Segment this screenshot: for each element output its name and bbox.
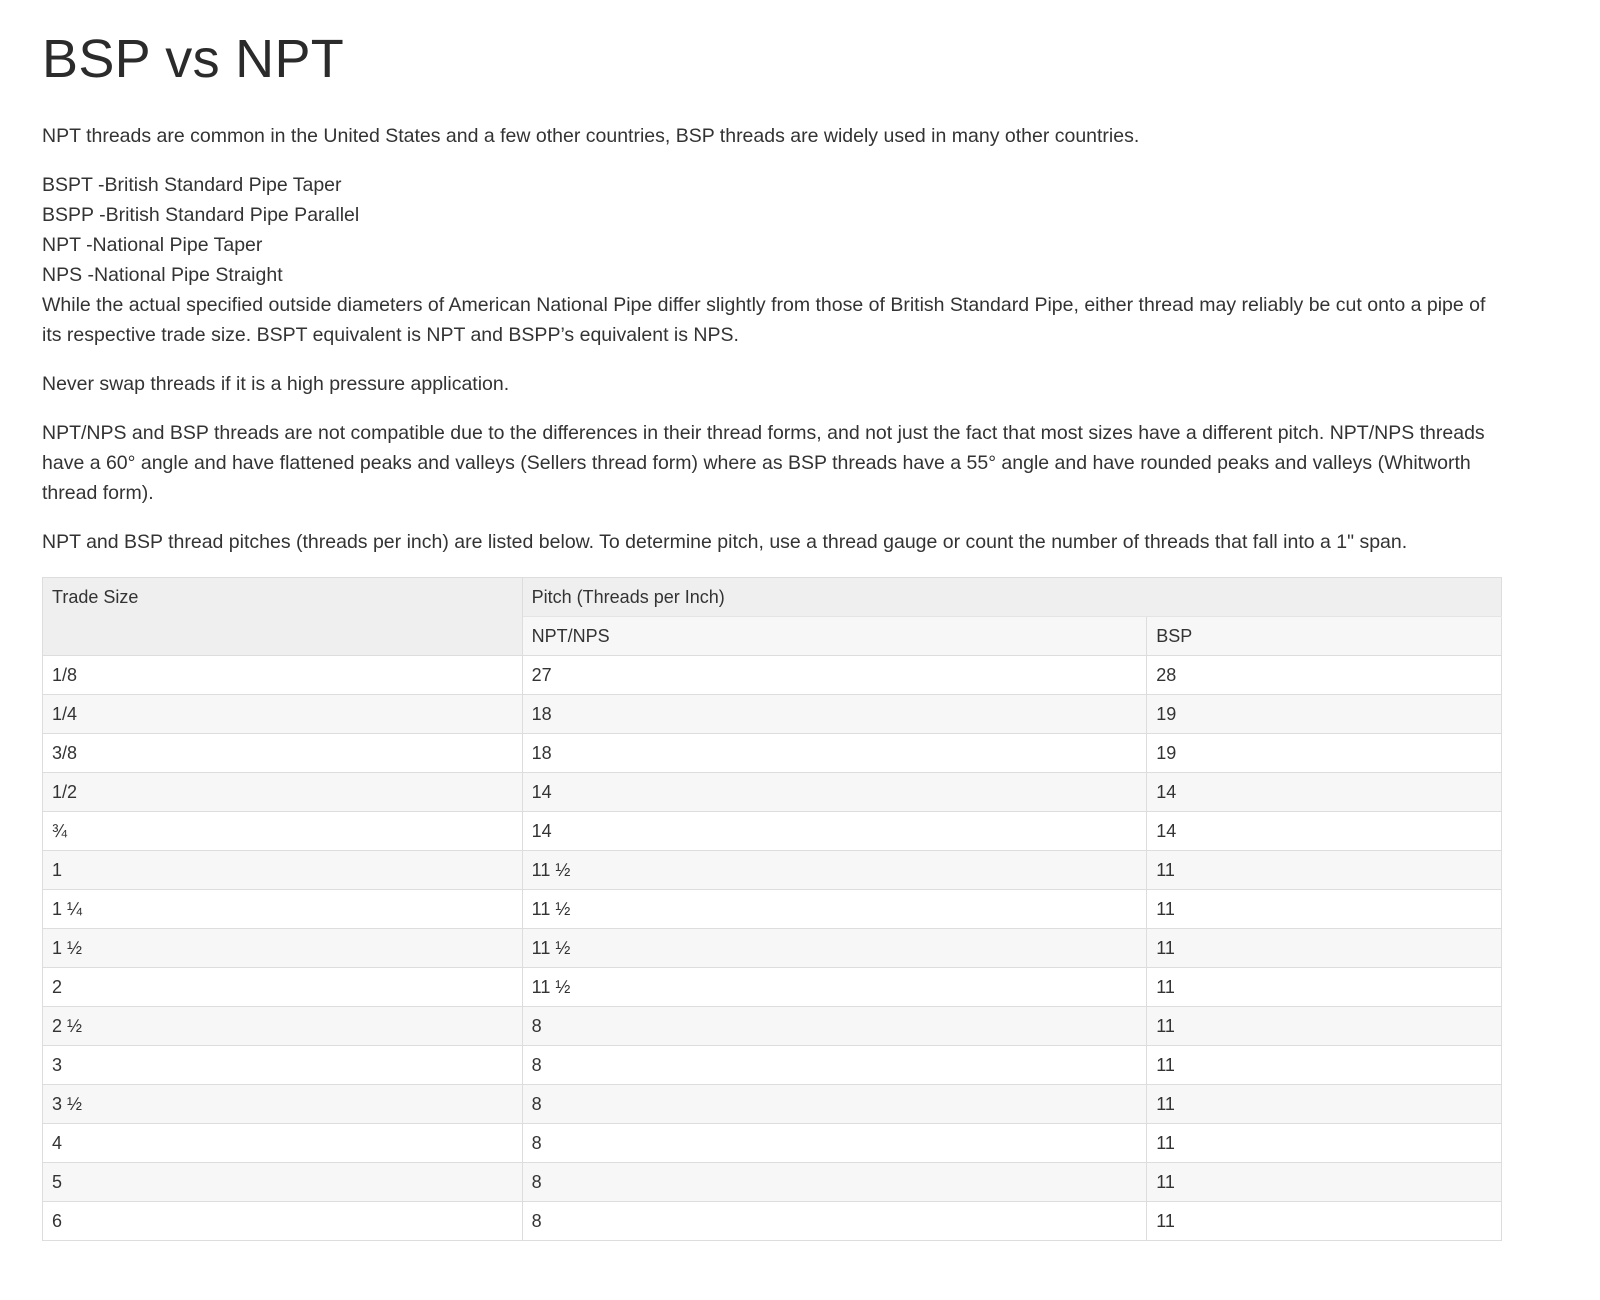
table-row	[43, 1085, 1502, 1124]
trade-size-cell: 6	[43, 1202, 523, 1241]
npt-pitch-cell: 8	[522, 1007, 1147, 1046]
trade-size-cell: 2 ½	[43, 1007, 523, 1046]
bsp-pitch-cell: 11	[1147, 851, 1502, 890]
trade-size-cell: ¾	[43, 812, 523, 851]
npt-pitch-cell: 18	[522, 734, 1147, 773]
trade-size-cell: 2	[43, 968, 523, 1007]
trade-size-cell: 1 ½	[43, 929, 523, 968]
npt-pitch-cell: 8	[522, 1046, 1147, 1085]
trade-size-cell: 4	[43, 1124, 523, 1163]
bsp-pitch-cell: 19	[1147, 695, 1502, 734]
diameter-note: While the actual specified outside diameters of American National Pipe differ slightly from those of British Standard Pipe, either thread may reliably be cut onto a pipe of its respective trade size. BSPT equivalent is NPT and BSPP’s equivalent is NPS.	[42, 294, 1486, 346]
npt-pitch-cell: 14	[522, 773, 1147, 812]
header-pitch: Pitch (Threads per Inch)	[522, 578, 1501, 617]
definition-npt: NPT -National Pipe Taper	[42, 234, 263, 256]
trade-size-cell: 1	[43, 851, 523, 890]
npt-pitch-cell: 11 ½	[522, 890, 1147, 929]
bsp-pitch-cell: 11	[1147, 968, 1502, 1007]
bsp-pitch-cell: 11	[1147, 1163, 1502, 1202]
npt-pitch-cell: 27	[522, 656, 1147, 695]
table-header-row	[43, 578, 1502, 617]
table-row	[43, 929, 1502, 968]
bsp-pitch-cell: 28	[1147, 656, 1502, 695]
bsp-pitch-cell: 11	[1147, 1124, 1502, 1163]
npt-pitch-cell: 8	[522, 1124, 1147, 1163]
header-npt-nps: NPT/NPS	[522, 617, 1147, 656]
page-title: BSP vs NPT	[42, 29, 345, 89]
bsp-pitch-cell: 14	[1147, 812, 1502, 851]
npt-pitch-cell: 11 ½	[522, 929, 1147, 968]
table-row	[43, 773, 1502, 812]
table-row	[43, 1046, 1502, 1085]
table-row	[43, 1163, 1502, 1202]
npt-pitch-cell: 14	[522, 812, 1147, 851]
npt-pitch-cell: 18	[522, 695, 1147, 734]
table-row	[43, 1202, 1502, 1241]
bsp-pitch-cell: 11	[1147, 1085, 1502, 1124]
header-bsp: BSP	[1147, 617, 1502, 656]
definitions-list	[42, 170, 1502, 350]
npt-pitch-cell: 11 ½	[522, 851, 1147, 890]
definition-bspp: BSPP -British Standard Pipe Parallel	[42, 204, 360, 226]
table-row	[43, 734, 1502, 773]
trade-size-cell: 1/8	[43, 656, 523, 695]
trade-size-cell: 3/8	[43, 734, 523, 773]
table-row	[43, 812, 1502, 851]
trade-size-cell: 5	[43, 1163, 523, 1202]
warning-paragraph: Never swap threads if it is a high pressure application.	[42, 373, 510, 395]
trade-size-cell: 3 ½	[43, 1085, 523, 1124]
table-row	[43, 1007, 1502, 1046]
thread-pitch-table	[42, 577, 1502, 1241]
npt-pitch-cell: 8	[522, 1085, 1147, 1124]
header-trade-size: Trade Size	[43, 578, 523, 656]
npt-pitch-cell: 8	[522, 1202, 1147, 1241]
table-row	[43, 890, 1502, 929]
bsp-pitch-cell: 11	[1147, 929, 1502, 968]
bsp-pitch-cell: 11	[1147, 1046, 1502, 1085]
table-row	[43, 656, 1502, 695]
article	[42, 0, 1502, 1241]
definition-bspt: BSPT -British Standard Pipe Taper	[42, 174, 342, 196]
bsp-pitch-cell: 19	[1147, 734, 1502, 773]
table-row	[43, 1124, 1502, 1163]
definition-nps: NPS -National Pipe Straight	[42, 264, 283, 286]
trade-size-cell: 3	[43, 1046, 523, 1085]
bsp-pitch-cell: 11	[1147, 1007, 1502, 1046]
table-row	[43, 968, 1502, 1007]
trade-size-cell: 1 ¼	[43, 890, 523, 929]
table-row	[43, 851, 1502, 890]
npt-pitch-cell: 8	[522, 1163, 1147, 1202]
bsp-pitch-cell: 14	[1147, 773, 1502, 812]
table-body	[43, 656, 1502, 1241]
table-row	[43, 695, 1502, 734]
npt-pitch-cell: 11 ½	[522, 968, 1147, 1007]
pitch-note-paragraph: NPT and BSP thread pitches (threads per inch) are listed below. To determine pitch, use a thread gauge or count the number of threads that fall into a 1" span.	[42, 531, 1408, 553]
trade-size-cell: 1/4	[43, 695, 523, 734]
intro-paragraph: NPT threads are common in the United States and a few other countries, BSP threads are widely used in many other countries.	[42, 125, 1140, 147]
trade-size-cell: 1/2	[43, 773, 523, 812]
bsp-pitch-cell: 11	[1147, 1202, 1502, 1241]
bsp-pitch-cell: 11	[1147, 890, 1502, 929]
compatibility-paragraph: NPT/NPS and BSP threads are not compatible due to the differences in their thread forms, and not just the fact that most sizes have a different pitch. NPT/NPS threads have a 60° angle and have flattened peaks and valleys (Sellers thread form) where as BSP threads have a 55° angle and have rounded peaks and valleys (Whitworth thread form).	[42, 422, 1485, 504]
